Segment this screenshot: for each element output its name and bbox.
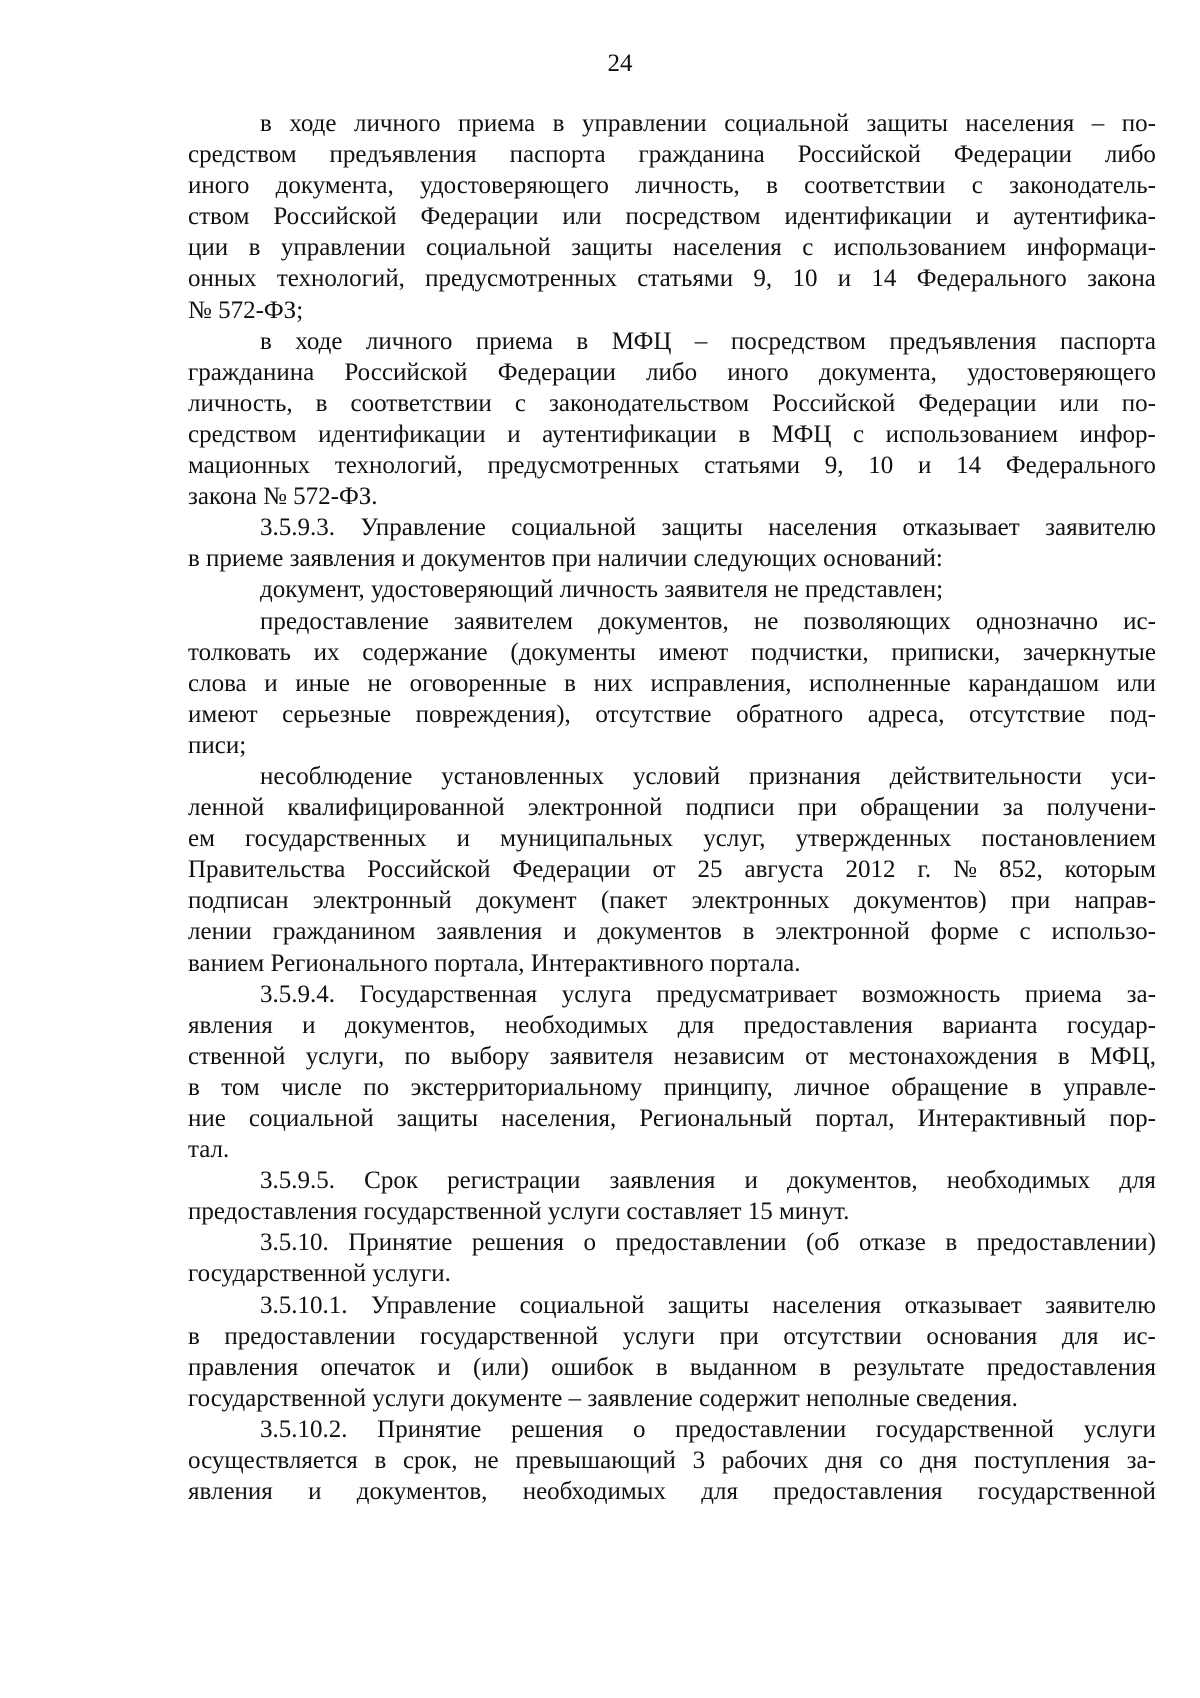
text-line: в предоставлении государственной услуги при отсутствии основания для ис- <box>188 1322 1156 1350</box>
text-line: закона № 572-ФЗ. <box>188 483 378 511</box>
text-line: 3.5.10.1. Управление социальной защиты населения отказывает заявителю <box>260 1291 1156 1319</box>
text-line: ленной квалифицированной электронной подписи при обращении за получени- <box>188 794 1156 822</box>
paragraph <box>188 979 1156 1166</box>
text-line: 3.5.10. Принятие решения о предоставлении (об отказе в предоставлении) <box>260 1229 1156 1257</box>
text-line: государственной услуги документе – заявление содержит неполные сведения. <box>188 1384 1018 1412</box>
text-line: 3.5.9.3. Управление социальной защиты населения отказывает заявителю <box>260 514 1156 542</box>
text-line: в ходе личного приема в МФЦ – посредством предъявления паспорта <box>260 327 1156 355</box>
paragraph <box>188 108 1156 326</box>
text-line: 3.5.9.5. Срок регистрации заявления и документов, необходимых для <box>260 1167 1156 1195</box>
text-line: иного документа, удостоверяющего личность, в соответствии с законодатель- <box>188 172 1156 200</box>
text-line: ции в управлении социальной защиты населения с использованием информаци- <box>188 234 1156 262</box>
text-line: явления и документов, необходимых для предоставления варианта государ- <box>188 1011 1156 1039</box>
text-line: в ходе личного приема в управлении социальной защиты населения – по- <box>260 110 1156 137</box>
paragraph <box>188 761 1156 979</box>
text-line: в том числе по экстерриториальному принципу, личное обращение в управле- <box>188 1073 1156 1101</box>
document-body <box>188 108 1156 1507</box>
text-line: средством идентификации и аутентификации в МФЦ с использованием инфор- <box>188 420 1156 448</box>
text-line: несоблюдение установленных условий признания действительности уси- <box>260 762 1156 790</box>
text-line: в приеме заявления и документов при наличии следующих оснований: <box>188 545 943 573</box>
text-line: лении гражданином заявления и документов в электронной форме с использо- <box>188 918 1156 946</box>
text-line: Правительства Российской Федерации от 25 августа 2012 г. № 852, которым <box>188 856 1156 884</box>
paragraph <box>188 574 1156 605</box>
text-line: предоставление заявителем документов, не позволяющих однозначно ис- <box>260 607 1156 635</box>
text-line: имеют серьезные повреждения), отсутствие обратного адреса, отсутствие под- <box>188 700 1156 728</box>
text-line: подписан электронный документ (пакет электронных документов) при направ- <box>188 887 1156 915</box>
text-line: ем государственных и муниципальных услуг, утвержденных постановлением <box>188 825 1156 853</box>
text-line: явления и документов, необходимых для предоставления государственной <box>188 1478 1156 1506</box>
text-line: толковать их содержание (документы имеют подчистки, приписки, зачеркнутые <box>188 638 1156 666</box>
text-line: писи; <box>188 731 247 759</box>
paragraph <box>188 1414 1156 1507</box>
text-line: 3.5.9.4. Государственная услуга предусматривает возможность приема за- <box>260 980 1156 1008</box>
text-line: гражданина Российской Федерации либо иного документа, удостоверяющего <box>188 358 1156 386</box>
text-line: документ, удостоверяющий личность заявителя не представлен; <box>260 576 944 604</box>
text-line: ственной услуги, по выбору заявителя независим от местонахождения в МФЦ, <box>188 1042 1156 1070</box>
text-line: мационных технологий, предусмотренных статьями 9, 10 и 14 Федерального <box>188 452 1156 480</box>
text-line: слова и иные не оговоренные в них исправления, исполненные карандашом или <box>188 669 1156 697</box>
text-line: государственной услуги. <box>188 1260 451 1288</box>
text-line: средством предъявления паспорта гражданина Российской Федерации либо <box>188 141 1156 169</box>
paragraph <box>188 1227 1156 1289</box>
paragraph <box>188 512 1156 574</box>
text-line: осуществляется в срок, не превышающий 3 рабочих дня со дня поступления за- <box>188 1447 1156 1475</box>
page-number: 24 <box>607 50 633 77</box>
paragraph <box>188 606 1156 761</box>
text-line: ванием Регионального портала, Интерактивного портала. <box>188 949 801 977</box>
text-line: личность, в соответствии с законодательством Российской Федерации или по- <box>188 389 1156 417</box>
text-line: предоставления государственной услуги составляет 15 минут. <box>188 1198 850 1226</box>
text-line: 3.5.10.2. Принятие решения о предоставлении государственной услуги <box>260 1415 1156 1443</box>
text-line: № 572-ФЗ; <box>188 296 304 324</box>
paragraph <box>188 1165 1156 1227</box>
paragraph <box>188 326 1156 513</box>
text-line: онных технологий, предусмотренных статьями 9, 10 и 14 Федерального закона <box>188 265 1156 293</box>
paragraph <box>188 1290 1156 1414</box>
text-line: ние социальной защиты населения, Региональный портал, Интерактивный пор- <box>188 1105 1156 1132</box>
text-line: тал. <box>188 1136 230 1164</box>
text-line: правления опечаток и (или) ошибок в выданном в результате предоставления <box>188 1353 1156 1381</box>
text-line: ством Российской Федерации или посредством идентификации и аутентифика- <box>188 203 1156 231</box>
